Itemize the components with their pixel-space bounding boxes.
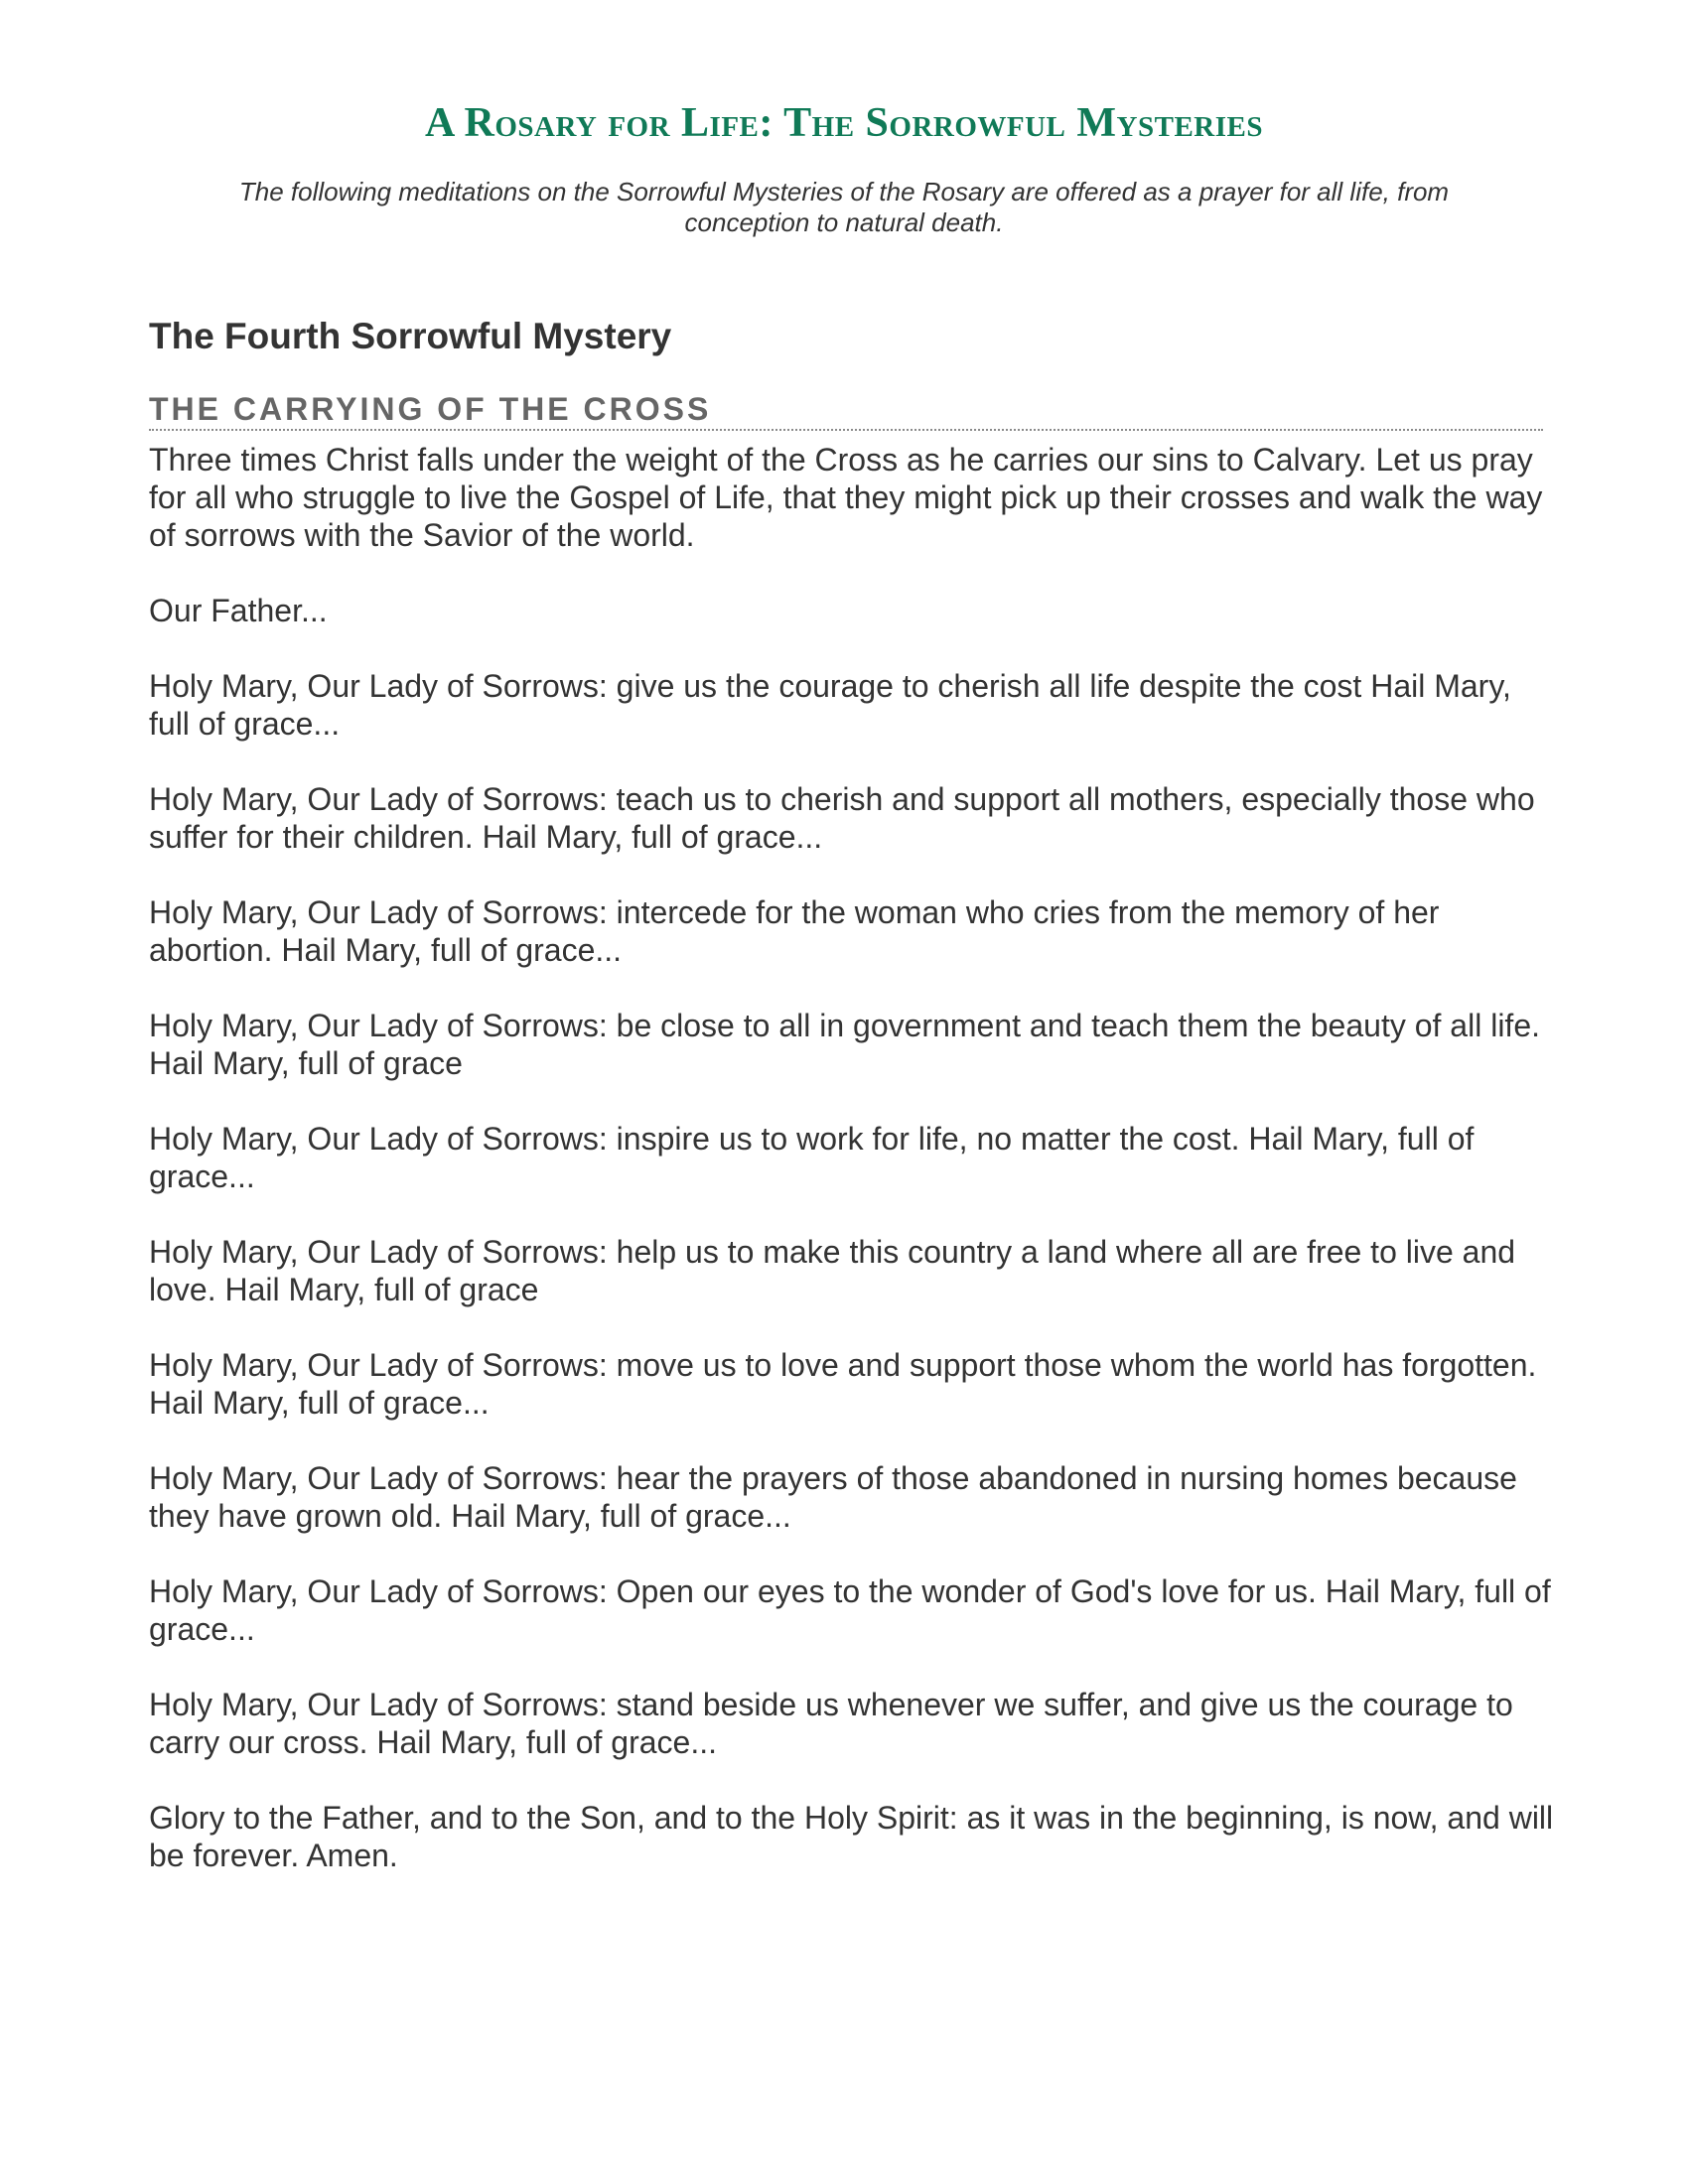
hail-mary-intention: Holy Mary, Our Lady of Sorrows: Open our eyes to the wonder of God's love for us. Hail Mary, full of grace... [149,1573,1551,1647]
mystery-subheading: THE CARRYING OF THE CROSS [149,391,1543,431]
glory-be-line: Glory to the Father, and to the Son, and to the Holy Spirit: as it was in the beginning, is now, and will be forever. Amen. [149,1800,1554,1873]
hail-mary-intention: Holy Mary, Our Lady of Sorrows: inspire us to work for life, no matter the cost. Hail Mary, full of grace... [149,1121,1475,1194]
hail-mary-intention: Holy Mary, Our Lady of Sorrows: stand beside us whenever we suffer, and give us the courage to carry our cross. Hail Mary, full of grace... [149,1687,1513,1760]
hail-mary-intention: Holy Mary, Our Lady of Sorrows: help us to make this country a land where all are free to live and love. Hail Mary, full of grace [149,1234,1516,1307]
hail-mary-intention: Holy Mary, Our Lady of Sorrows: give us the courage to cherish all life despite the cost Hail Mary, full of grace... [149,668,1511,742]
hail-mary-intention: Holy Mary, Our Lady of Sorrows: intercede for the woman who cries from the memory of her abortion. Hail Mary, full of grace... [149,894,1440,968]
mystery-heading: The Fourth Sorrowful Mystery [149,316,672,356]
intro-text: The following meditations on the Sorrowful Mysteries of the Rosary are offered as a prayer for all life, from conception to natural death. [238,177,1450,237]
hail-mary-intention: Holy Mary, Our Lady of Sorrows: hear the prayers of those abandoned in nursing homes because they have grown old. Hail Mary, full of grace... [149,1460,1517,1534]
hail-mary-intention: Holy Mary, Our Lady of Sorrows: be close to all in government and teach them the beauty of all life. Hail Mary, full of grace [149,1008,1540,1081]
document-title: A Rosary for Life: The Sorrowful Mysteries [424,100,1263,146]
our-father-line: Our Father... [149,593,328,628]
meditation-paragraph: Three times Christ falls under the weight of the Cross as he carries our sins to Calvary. Let us pray for all who struggle to live the Gospel of Life, that they might pick up their crosses and walk the way of sorrows with the Savior of the world. [149,442,1543,553]
hail-mary-intention: Holy Mary, Our Lady of Sorrows: teach us to cherish and support all mothers, especially those who suffer for their children. Hail Mary, full of grace... [149,781,1535,855]
meditation-body [149,441,1559,1912]
hail-mary-intention: Holy Mary, Our Lady of Sorrows: move us to love and support those whom the world has forgotten. Hail Mary, full of grace... [149,1347,1537,1421]
